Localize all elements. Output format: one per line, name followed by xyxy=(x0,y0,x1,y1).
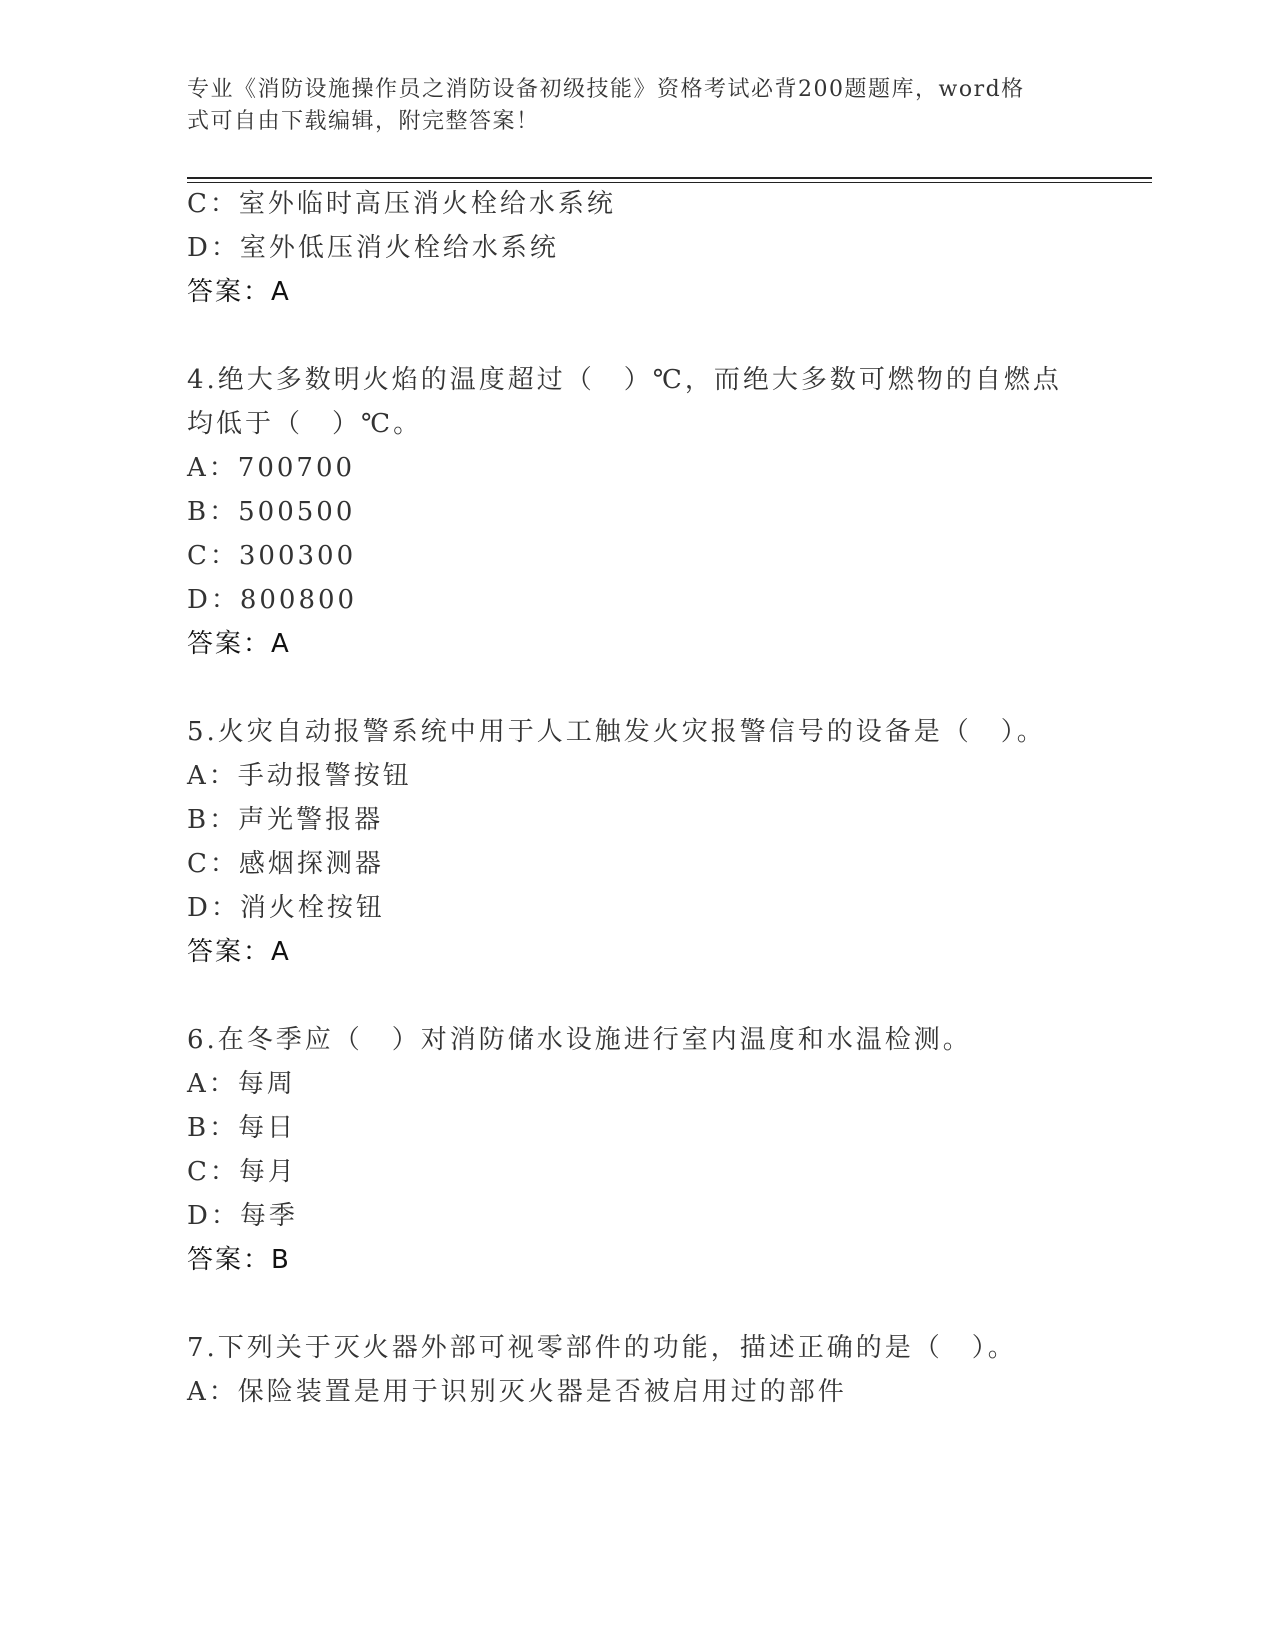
q6-stem-line-1: 6.在冬季应（ ）对消防储水设施进行室内温度和水温检测。 xyxy=(187,1025,972,1055)
q5-answer: 答案：A xyxy=(187,937,291,967)
q4-option-b: B：500500 xyxy=(187,497,356,527)
q6-option-d: D：每季 xyxy=(187,1201,298,1231)
q4-option-c: C：300300 xyxy=(187,541,357,571)
q6-option-a: A：每周 xyxy=(187,1069,296,1099)
header-divider-thick xyxy=(187,177,1152,179)
q4-option-a: A：700700 xyxy=(187,453,356,483)
q4-stem-line-2: 均低于（ ）℃。 xyxy=(187,409,423,439)
q5-option-c: C：感烟探测器 xyxy=(187,849,384,879)
q5-option-b: B：声光警报器 xyxy=(187,805,384,835)
q6-option-c: C：每月 xyxy=(187,1157,297,1187)
q4-stem-line-1: 4.绝大多数明火焰的温度超过（ ）℃，而绝大多数可燃物的自燃点 xyxy=(187,365,1062,395)
document-header xyxy=(187,74,1067,138)
q5-option-d: D：消火栓按钮 xyxy=(187,893,385,923)
q7-stem-line-1: 7.下列关于灭火器外部可视零部件的功能，描述正确的是（ ）。 xyxy=(187,1333,1017,1363)
q6-answer: 答案：B xyxy=(187,1245,291,1275)
q3-option-d: D：室外低压消火栓给水系统 xyxy=(187,233,559,263)
header-divider-thin xyxy=(187,182,1152,183)
q3-option-c: C：室外临时高压消火栓给水系统 xyxy=(187,189,616,219)
q4-answer: 答案：A xyxy=(187,629,291,659)
q4-option-d: D：800800 xyxy=(187,585,358,615)
q6-option-b: B：每日 xyxy=(187,1113,297,1143)
q3-answer: 答案：A xyxy=(187,277,291,307)
header-title-line-1: 专业《消防设施操作员之消防设备初级技能》资格考试必背200题题库，word格 xyxy=(187,77,1025,102)
q5-stem-line-1: 5.火灾自动报警系统中用于人工触发火灾报警信号的设备是（ ）。 xyxy=(187,717,1046,747)
header-title-line-2: 式可自由下载编辑，附完整答案！ xyxy=(187,109,540,134)
q7-option-a: A：保险装置是用于识别灭火器是否被启用过的部件 xyxy=(187,1377,847,1407)
q5-option-a: A：手动报警按钮 xyxy=(187,761,412,791)
